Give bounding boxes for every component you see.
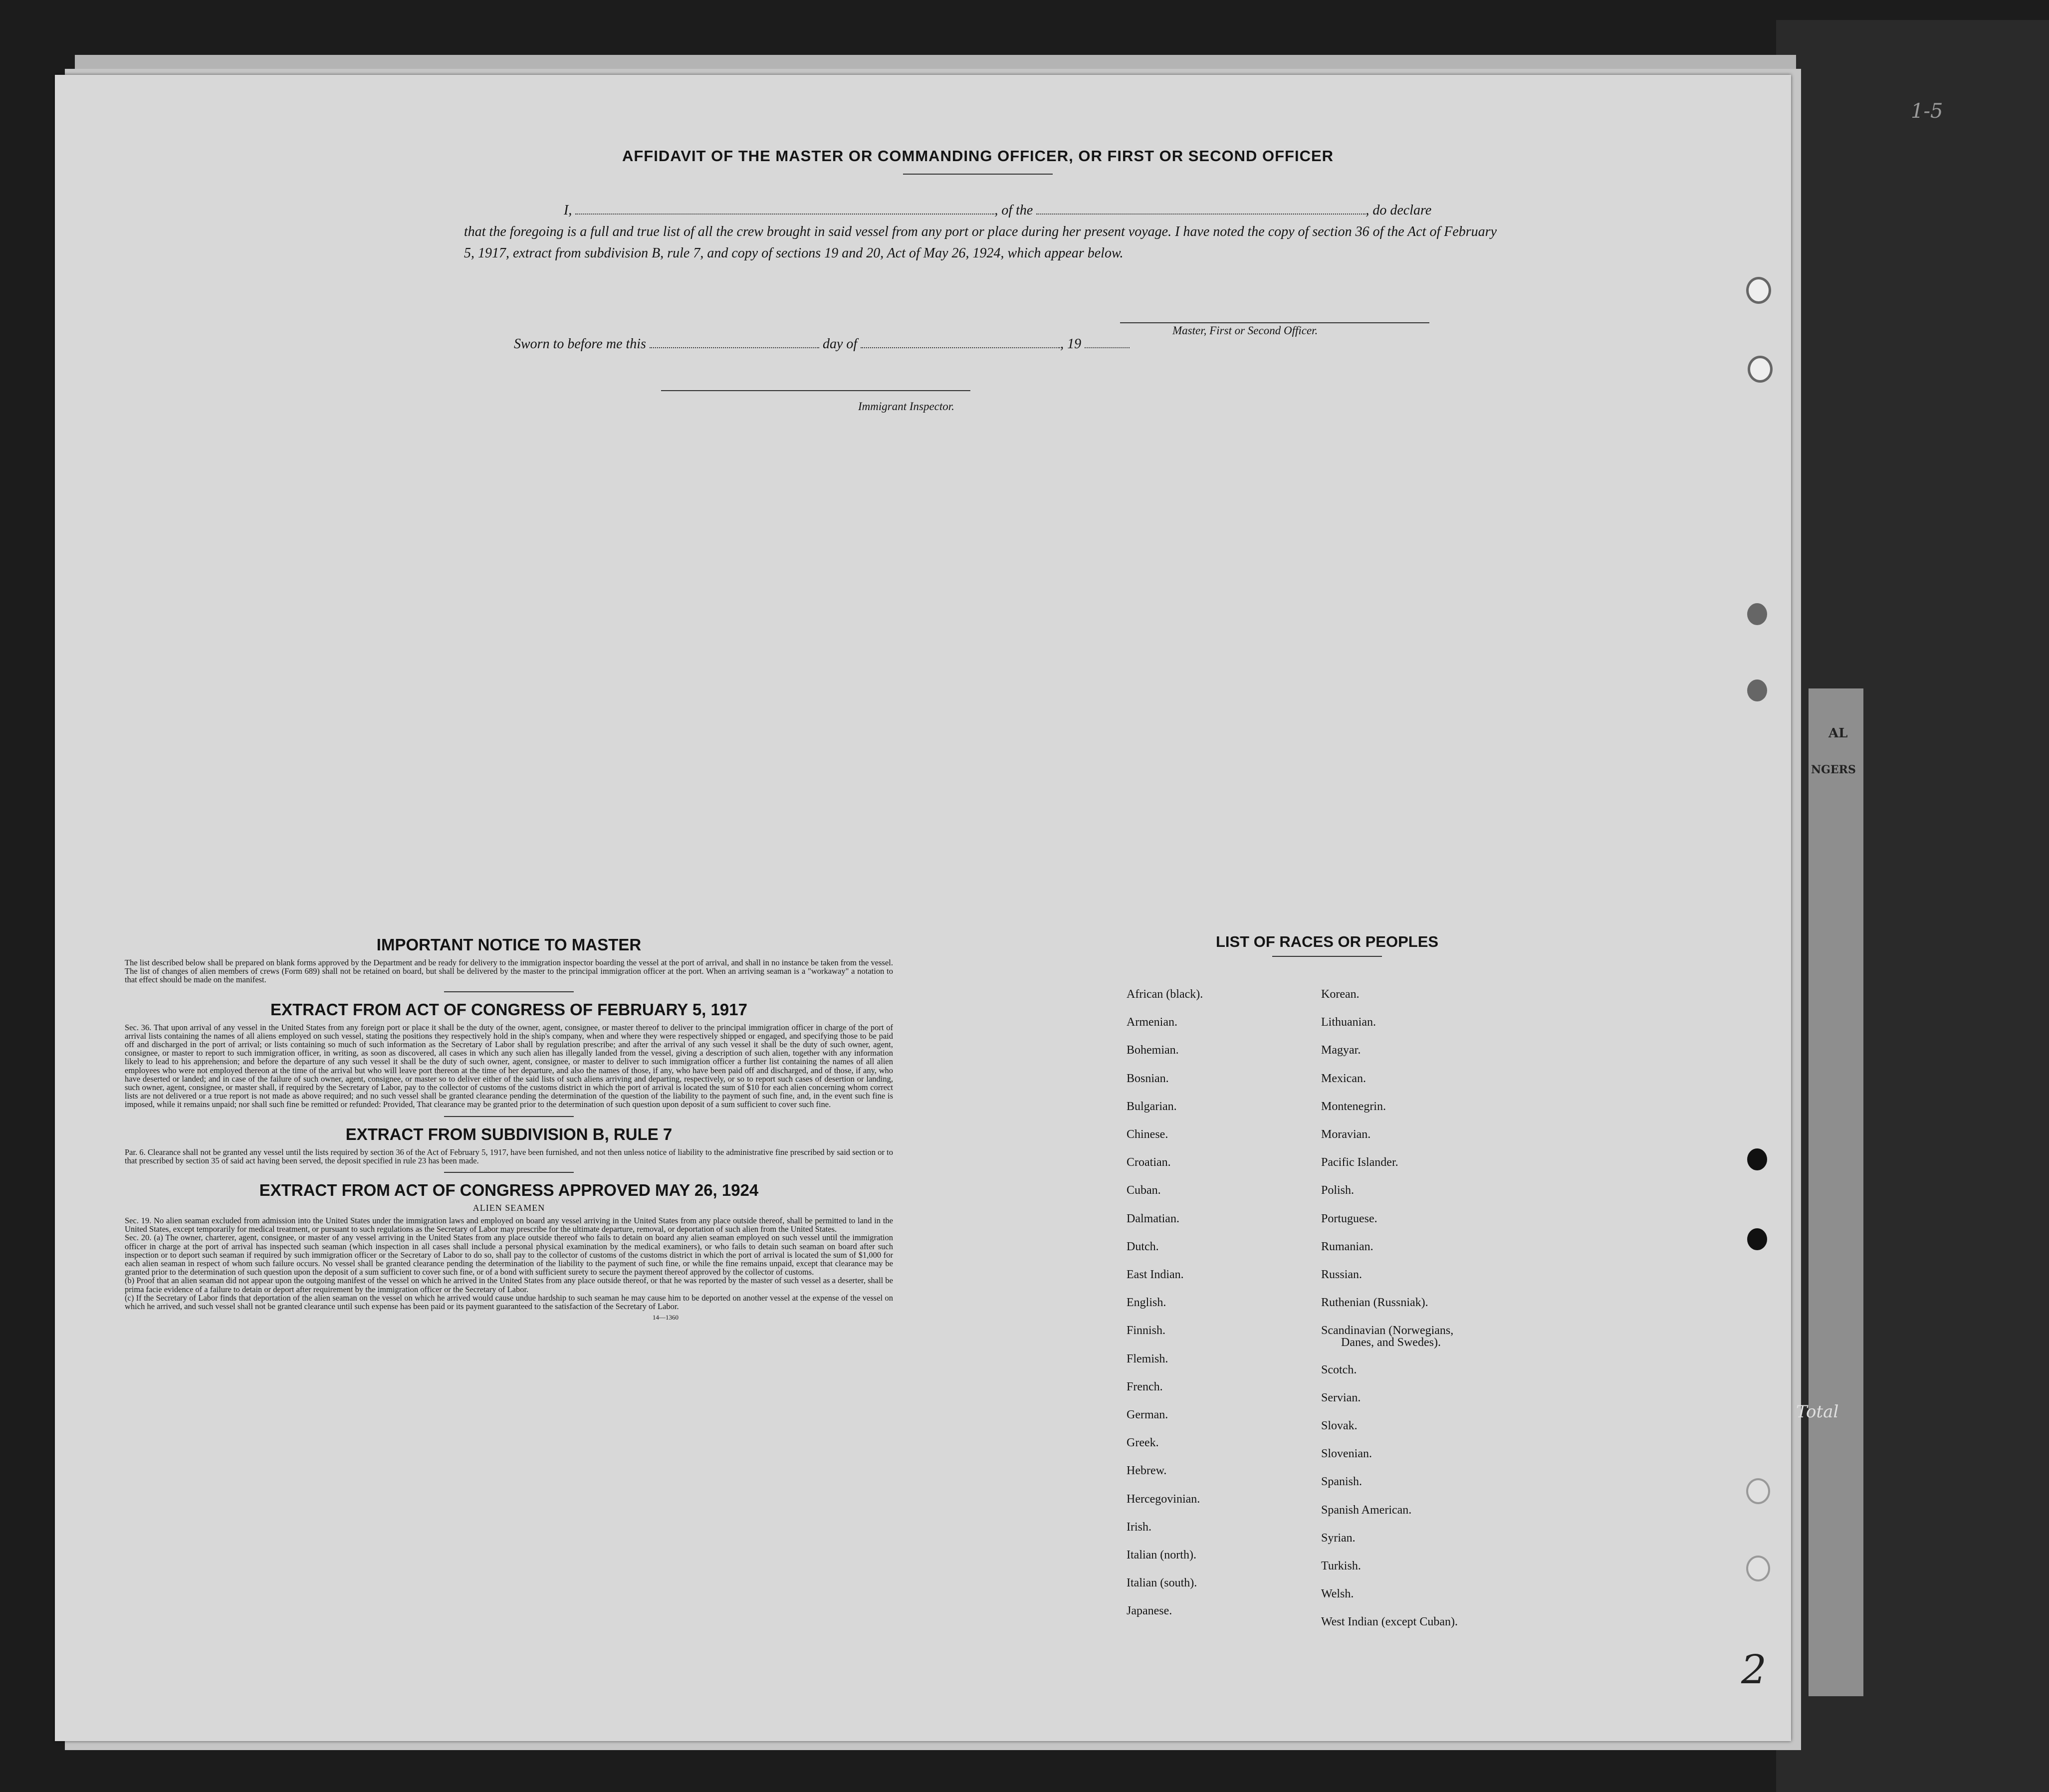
strip-text-top: AL [1828,726,1848,741]
name-blank [575,203,994,215]
extract-1917-rule [444,1116,574,1117]
vessel-blank [1036,203,1366,215]
affidavit-title: AFFIDAVIT OF THE MASTER OR COMMANDING OFFICER, OR FIRST OR SECOND OFFICER [622,147,1334,165]
race-item-right: Lithuanian. [1321,1016,1376,1029]
section-20b-text: (b) Proof that an alien seaman did not appear upon the outgoing manifest of the vessel on which he arrived in the United States from any place outside thereof, or that he was reported by the master of such vessel as a deserter, shall be prima facie evidence of a failure to detain or deport after requirement by the immigration officer or the Secretary of Labor. [125,1276,893,1294]
sworn-month-blank [861,336,1060,348]
race-item-left: Chinese. [1127,1128,1168,1141]
race-item-left: Hercegovinian. [1127,1493,1200,1506]
race-item-right: West Indian (except Cuban). [1321,1615,1458,1628]
race-item-left: East Indian. [1127,1268,1184,1281]
race-item-left: German. [1127,1408,1168,1421]
race-item-right: Montenegrin. [1321,1100,1386,1113]
extract-rule7-title: EXTRACT FROM SUBDIVISION B, RULE 7 [345,1124,673,1143]
race-item-left: Armenian. [1127,1016,1177,1029]
extract-1917-text: Sec. 36. That upon arrival of any vessel in the United States from any foreign port or place it shall be the duty of the owner, agent, consignee, or master thereof to deliver to the principal immigration officer in charge of the port of arrival lists containing the names of all aliens employed on such vessel, stating the positions they respectively hold in the ship's company, when and where they were respectively shipped or engaged, and specifying those to be paid off and discharged in the port of arrival; or lists containing so much of such information as the Secretary of Labor shall by regulation prescribe; and after the arrival of any such vessel it shall be the duty of such owner, agent, consignee, or master to report to such immigration officer, in writing, as soon as discovered, all cases in which any such alien has illegally landed from the vessel, giving a description of such alien, together with any information likely to lead to his apprehension; and before the departure of any such vessel it shall be the duty of such owner, agent, consignee, or master to deliver to such immigration officer a further list containing the names of all alien employees who were not employed thereon at the time of the arrival but who will leave port thereon at the time of her departure, and also the names of those, if any, who have been paid off and discharged, and of those, if any, who have deserted or landed; and in case of the failure of such owner, agent, consignee, or master so to deliver either of the said lists of such aliens arriving and departing, respectively, or so to report such cases of desertion or landing, such owner, agent, consignee, or master shall, if required by the Secretary of Labor, pay to the collector of customs of the customs district in which the port of arrival is located the sum of $10 for each alien concerning whom correct lists are not delivered or a true report is not made as above required; and no such vessel shall be granted clearance pending the determination of the question of the liability to the payment of such fine, and, in the event such fine is imposed, while it remains unpaid; nor shall such fine be remitted or refunded: Provided, That clearance may be granted prior to the determination of such question upon deposit of a sum sufficient to cover such fine. [125,1022,893,1110]
race-item-left: Japanese. [1127,1604,1172,1617]
notice-text: The list described below shall be prepared on blank forms approved by the Department and be ready for delivery to the immigration inspector boarding the vessel at the port of arrival, and shall in no instance be taken from the vessel. The list of changes of alien members of crews (Form 689) shall not be retained on board, but shall be delivered by the master to the principal immigration officer at the port. When an arriving seaman is a "workaway" a notation to that effect should be made on the manifest. [125,958,893,985]
extract-1924-title: EXTRACT FROM ACT OF CONGRESS APPROVED MAY 26, 1924 [259,1181,759,1200]
race-item-left: Bosnian. [1127,1072,1169,1085]
race-item-right: Turkish. [1321,1560,1361,1572]
race-item-left: Dalmatian. [1127,1212,1179,1225]
race-item-right: Korean. [1321,988,1360,1001]
declaration-i: I, [564,203,572,218]
race-item-right: Magyar. [1321,1044,1361,1057]
sworn-day-blank [650,336,819,348]
race-item-right: Scandinavian (Norwegians, [1321,1324,1454,1337]
notice-title: IMPORTANT NOTICE TO MASTER [376,935,642,954]
strip-text-second: NGERS [1811,763,1856,776]
day-of-text: day of [822,336,858,352]
race-item-left: Bulgarian. [1127,1100,1177,1113]
extract-rule7-rule [444,1172,574,1173]
punch-hole [1748,356,1773,383]
race-item-left: Croatian. [1127,1156,1171,1169]
declaration-of-the: , of the [994,203,1033,218]
race-item-right: Rumanian. [1321,1240,1373,1253]
form-number: 14—1360 [653,1314,679,1322]
section-20a-text: Sec. 20. (a) The owner, charterer, agent, consignee, or master of any vessel arriving in the United States from any place outside thereof who fails to detain on board any alien seaman employed on such vessel until the immigration officer in charge at the port of arrival has inspected such seaman (which inspection in all cases shall include a personal physical examination by the medical examiners), or who fails to detain such seaman on board after such inspection or to deport such seaman if required by such immigration officer or the Secretary of Labor to do so, shall pay to the collector of customs of the customs district in which the port of arrival is located the sum of $1,000 for each alien seaman in respect of whom such failure occurs. No vessel shall be granted clearance pending the determination of the liability to the payment of such fine, or while the fine remains unpaid, except that clearance may be granted prior to the determination of such question upon the deposit of a sum sufficient to cover such fine, or of a bond with sufficient surety to secure the payment thereof approved by the collector of customs. [125,1233,893,1277]
extract-rule7-text: Par. 6. Clearance shall not be granted any vessel until the lists required by section 36 of the Act of February 5, 1917, have been furnished, and not then unless notice of liability to the administrative fine prescribed by said section or to that prescribed by section 35 of said act having been served, the deposit specified in rule 23 has been made. [125,1147,893,1165]
year-prefix: , 19 [1060,336,1082,352]
race-item-left: English. [1127,1296,1166,1309]
race-item-left: Italian (north). [1127,1549,1196,1562]
race-item-right: Slovenian. [1321,1447,1372,1460]
race-item-left: Finnish. [1127,1324,1166,1337]
race-item-right: Pacific Islander. [1321,1156,1398,1169]
notices-column [125,935,893,1322]
affidavit-declaration [464,200,1497,264]
total-label: Total [1796,1402,1839,1422]
punch-hole [1747,1228,1767,1250]
inspector-signature-line [661,390,970,391]
race-item-left: French. [1127,1380,1163,1393]
race-item-right: Mexican. [1321,1072,1366,1085]
race-item-right: Welsh. [1321,1587,1354,1600]
sworn-before-text: Sworn to before me this [514,336,646,352]
punch-hole [1747,1148,1767,1170]
race-item-left: Hebrew. [1127,1464,1167,1477]
race-item-left: African (black). [1127,988,1203,1001]
section-20c-text: (c) If the Secretary of Labor finds that deportation of the alien seaman on the vessel on which he arrived would cause undue hardship to such seaman he may cause him to be deported on another vessel at the expense of the vessel on which he arrived, and such vessel shall not be granted clearance until such expense has been paid or its payment guaranteed to the satisfaction of the Secretary of Labor. [125,1293,893,1312]
punch-hole [1746,277,1771,304]
year-blank [1085,336,1130,348]
corner-note: 1-5 [1911,100,1943,123]
section-19-text: Sec. 19. No alien seaman excluded from admission into the United States under the immigration laws and employed on board any vessel arriving in the United States from any place outside thereof, shall be permitted to land in the United States, except temporarily for medical treatment, or pursuant to such regulations as the Secretary of Labor may prescribe for the ultimate departure, removal, or deportation of such alien from the United States. [125,1216,893,1234]
punch-hole [1747,679,1767,701]
underlying-sheet-edge [1809,688,1863,1696]
race-item-left: Cuban. [1127,1184,1161,1197]
race-item-left: Dutch. [1127,1240,1159,1253]
punch-hole [1746,1478,1770,1504]
handwritten-numeral: 2 [1741,1646,1767,1693]
race-item-left: Bohemian. [1127,1044,1179,1057]
race-item-right: Scotch. [1321,1363,1357,1376]
sworn-line [514,336,1130,352]
extract-1917-title: EXTRACT FROM ACT OF CONGRESS OF FEBRUARY 5, 1917 [270,1000,747,1019]
race-item-right: Portuguese. [1321,1212,1377,1225]
manifest-page [55,75,1791,1741]
race-item-right: Ruthenian (Russniak). [1321,1296,1428,1309]
race-item-right: Moravian. [1321,1128,1371,1141]
race-item-left: Greek. [1127,1436,1159,1449]
race-item-left: Italian (south). [1127,1576,1197,1589]
race-item-right: Polish. [1321,1184,1355,1197]
inspector-signature-label: Immigrant Inspector. [858,400,954,413]
race-scandinavian-continued: Danes, and Swedes). [1341,1336,1441,1349]
alien-seamen-subtitle: ALIEN SEAMEN [472,1203,545,1213]
race-item-right: Russian. [1321,1268,1363,1281]
punch-hole [1747,603,1767,625]
master-signature-label: Master, First or Second Officer. [1172,324,1318,337]
race-item-left: Flemish. [1127,1352,1168,1365]
races-title: LIST OF RACES OR PEOPLES [1215,933,1439,950]
race-item-right: Servian. [1321,1391,1361,1404]
races-title-rule [1272,956,1382,957]
master-signature-line [1120,322,1429,323]
race-item-right: Spanish. [1321,1475,1363,1488]
title-rule [903,174,1053,175]
notice-rule [444,991,574,992]
declaration-do-declare: , do declare [1366,203,1432,218]
race-item-right: Spanish American. [1321,1504,1412,1517]
punch-hole [1746,1556,1770,1581]
race-item-right: Syrian. [1321,1532,1356,1545]
race-item-left: Irish. [1127,1521,1151,1534]
declaration-body: that the foregoing is a full and true list of all the crew brought in said vessel from any port or place during her present voyage. I have noted the copy of section 36 of the Act of February 5, 1917, extract from subdivision B, rule 7, and copy of sections 19 and 20, Act of May 26, 1924, which appear below. [464,224,1497,261]
race-item-right: Slovak. [1321,1419,1358,1432]
declaration-first-line [464,200,1497,221]
